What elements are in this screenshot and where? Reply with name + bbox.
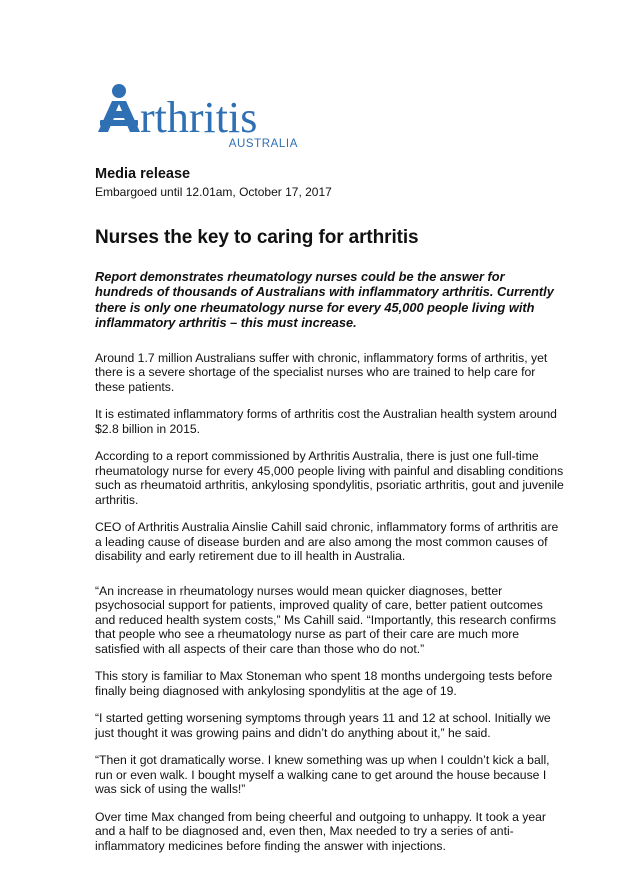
- body-paragraph: It is estimated inflammatory forms of arthritis cost the Australian health system around $2.8 billion in 2015.: [95, 407, 557, 436]
- headline: Nurses the key to caring for arthritis: [95, 227, 419, 248]
- logo-figure-arms: [100, 120, 138, 126]
- logo-wordmark: rthritis: [140, 93, 258, 142]
- logo-figure-head: [112, 84, 126, 98]
- logo-figure-body: [98, 101, 140, 132]
- quote-paragraph: “An increase in rheumatology nurses would mean quicker diagnoses, better psychosocial support for patients, improved quality of care, better patient outcomes and reduced health system costs,” Ms Cahill said. “Importantly, this research confirms that people who see a rheumatology nurse as part of their care are much more satisfied with all aspects of their care than those who do not.”: [95, 583, 557, 656]
- quote-paragraph: “I started getting worsening symptoms through years 11 and 12 at school. Initially we just thought it was growing pains and didn’t do anything about it,” he said.: [95, 711, 551, 740]
- logo-subtitle: AUSTRALIA: [228, 138, 298, 150]
- body-paragraph: According to a report commissioned by Arthritis Australia, there is just one full-time rheumatology nurse for every 45,000 people living with painful and disabling conditions such as rheumatoid arthritis, ankylosing spondylitis, psoriatic arthritis, gout and juvenile arthritis.: [95, 449, 564, 507]
- body-paragraph: This story is familiar to Max Stoneman who spent 18 months undergoing tests before finally being diagnosed with ankylosing spondylitis at the age of 19.: [95, 669, 553, 698]
- arthritis-australia-logo: [96, 82, 306, 152]
- embargo-line: Embargoed until 12.01am, October 17, 2017: [95, 185, 332, 199]
- body-paragraph: CEO of Arthritis Australia Ainslie Cahill said chronic, inflammatory forms of arthritis are a leading cause of disease burden and are also among the most common causes of disability and early retirement due to ill health in Australia.: [95, 520, 559, 564]
- media-release: [95, 166, 565, 853]
- body-paragraph: Around 1.7 million Australians suffer with chronic, inflammatory forms of arthritis, yet there is a severe shortage of the specialist nurses who are trained to help care for these patients.: [95, 350, 548, 394]
- body-paragraph: Over time Max changed from being cheerful and outgoing to unhappy. It took a year and a half to be diagnosed and, even then, Max needed to try a series of anti-inflammatory medicines before finding the answer with injections.: [95, 809, 546, 853]
- quote-paragraph: “Then it got dramatically worse. I knew something was up when I couldn’t kick a ball, run or even walk. I bought myself a walking cane to get around the house because I was sick of using the walls!”: [95, 753, 550, 797]
- release-kicker: Media release: [95, 166, 191, 182]
- lead-paragraph: Report demonstrates rheumatology nurses could be the answer for hundreds of thousands of Australians with inflammatory arthritis. Currently there is only one rheumatology nurse for every 45,000 people living with inflammatory arthritis – this must increase.: [95, 269, 554, 331]
- logo-mark: [96, 82, 306, 152]
